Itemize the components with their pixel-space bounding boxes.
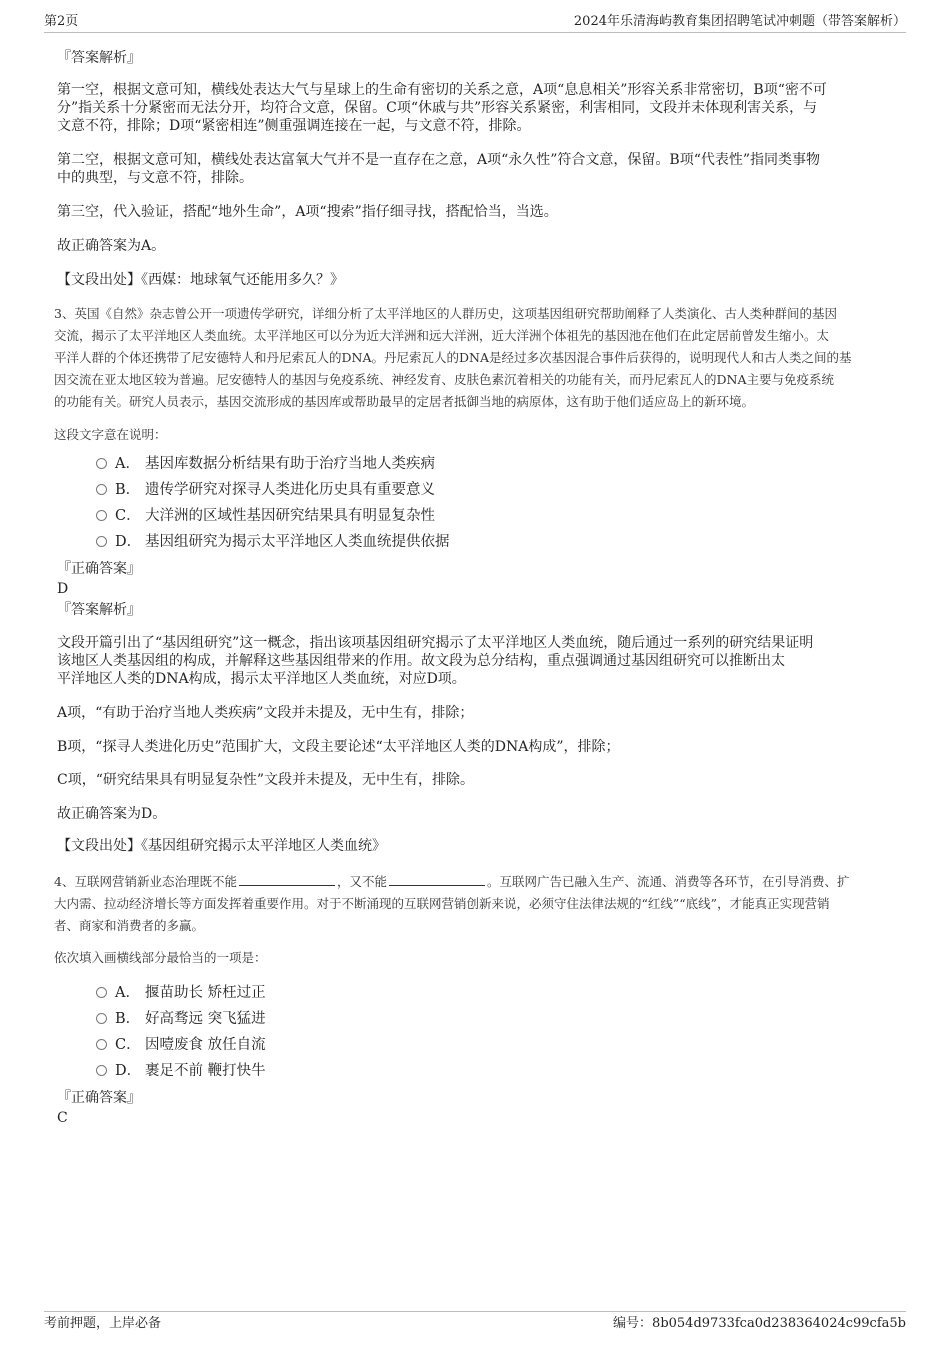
q3-analysis-line: 文段开篇引出了“基因组研究”这一概念，指出该项基因组研究揭示了太平洋地区人类血统，随后通过一系列的研究结果证明 [57, 635, 814, 651]
q4-option-b[interactable]: B． 好高骛远 突飞猛进 [96, 1010, 266, 1028]
q3-option-b[interactable]: B． 遗传学研究对探寻人类进化历史具有重要意义 [96, 481, 435, 499]
q2-analysis-line: 中的典型，与文意不符，排除。 [57, 170, 253, 186]
q3-option-d[interactable]: D． 基因组研究为揭示太平洋地区人类血统提供依据 [96, 533, 450, 551]
q2-analysis-label: 『答案解析』 [57, 50, 141, 66]
radio-button[interactable] [96, 1065, 107, 1076]
q3-prompt: 这段文字意在说明： [54, 427, 167, 442]
fill-blank-2 [389, 873, 485, 886]
q4-option-a[interactable]: A． 揠苗助长 矫枉过正 [96, 984, 266, 1002]
q4-option-d[interactable]: D． 裹足不前 鞭打快牛 [96, 1062, 266, 1080]
page-number: 第2页 [44, 14, 79, 29]
radio-button[interactable] [96, 1039, 107, 1050]
q4-answer-label: 『正确答案』 [57, 1090, 141, 1106]
radio-button[interactable] [96, 987, 107, 998]
fill-blank-1 [239, 873, 335, 886]
document-code: 编号：8b054d9733fca0d238364024c99cfa5b [613, 1316, 906, 1331]
radio-button[interactable] [96, 536, 107, 547]
q4-option-c[interactable]: C． 因噎废食 放任自流 [96, 1036, 266, 1054]
q3-text-line: 因交流在亚太地区较为普遍。尼安德特人的基因与免疫系统、神经发育、皮肤色素沉着相关的功能有关，而丹尼索瓦人的DNA主要与免疫系统 [54, 372, 834, 387]
q3-analysis-line: 该地区人类基因组的构成，并解释这些基因组带来的作用。故文段为总分结构，重点强调通过基因组研究可以推断出太 [57, 653, 785, 669]
radio-button[interactable] [96, 458, 107, 469]
q3-option-c-note: C项，“研究结果具有明显复杂性”文段并未提及，无中生有，排除。 [57, 772, 475, 788]
q2-analysis-line: 第二空，根据文意可知，横线处表达富氧大气并不是一直存在之意，A项“永久性”符合文意，保留。B项“代表性”指同类事物 [57, 152, 821, 168]
q2-analysis-line: 第三空，代入验证，搭配“地外生命”，A项“搜索”指仔细寻找，搭配恰当，当选。 [57, 204, 558, 220]
q3-option-a-note: A项，“有助于治疗当地人类疾病”文段并未提及，无中生有，排除； [57, 705, 474, 721]
q3-answer-label: 『正确答案』 [57, 561, 141, 577]
q3-answer: D [57, 581, 69, 597]
q3-option-c[interactable]: C． 大洋洲的区域性基因研究结果具有明显复杂性 [96, 507, 435, 525]
q2-analysis-line: 分”指关系十分紧密而无法分开，均符合文意，保留。C项“休戚与共”形容关系紧密，利害相同，文段并未体现利害关系，与 [57, 100, 818, 116]
q4-text-line: 者、商家和消费者的多赢。 [54, 918, 205, 933]
q3-source: 【文段出处】《基因组研究揭示太平洋地区人类血统》 [57, 838, 386, 854]
radio-button[interactable] [96, 510, 107, 521]
q2-analysis-line: 第一空，根据文意可知，横线处表达大气与星球上的生命有密切的关系之意，A项“息息相关”形容关系非常密切，B项“密不可 [57, 82, 827, 98]
q4-text-line: 大内需、拉动经济增长等方面发挥着重要作用。对于不断涌现的互联网营销创新来说，必须守住法律法规的“红线”“底线”，才能真正实现营销 [54, 896, 830, 911]
q3-text-line: 交流，揭示了太平洋地区人类血统。太平洋地区可以分为近大洋洲和远大洋洲，近大洋洲个体祖先的基因池在他们在此定居前曾发生缩小。太 [54, 328, 830, 343]
q4-prompt: 依次填入画横线部分最恰当的一项是： [54, 950, 267, 965]
q3-text-line: 3、英国《自然》杂志曾公开一项遗传学研究，详细分析了太平洋地区的人群历史，这项基因组研究帮助阐释了人类演化、古人类种群间的基因 [54, 306, 837, 321]
q3-text-line: 平洋人群的个体还携带了尼安德特人和丹尼索瓦人的DNA。丹尼索瓦人的DNA是经过多次基因混合事件后获得的，说明现代人和古人类之间的基 [54, 350, 852, 365]
q2-source: 【文段出处】《西媒：地球氧气还能用多久？》 [57, 272, 344, 288]
q3-analysis-line: 平洋地区人类的DNA构成，揭示太平洋地区人类血统，对应D项。 [57, 671, 466, 687]
q3-text-line: 的功能有关。研究人员表示，基因交流形成的基因库或帮助最早的定居者抵御当地的病原体，这有助于他们适应岛上的新环境。 [54, 394, 755, 409]
radio-button[interactable] [96, 484, 107, 495]
q4-text-line: 4、互联网营销新业态治理既不能 ，又不能 。互联网广告已融入生产、流通、消费等各环节，在引导消费、扩 [54, 874, 850, 889]
footer-slogan: 考前押题，上岸必备 [44, 1316, 162, 1331]
q3-conclusion: 故正确答案为D。 [57, 806, 167, 822]
q2-conclusion: 故正确答案为A。 [57, 238, 166, 254]
q3-analysis-label: 『答案解析』 [57, 602, 141, 618]
q4-answer: C [57, 1110, 68, 1126]
radio-button[interactable] [96, 1013, 107, 1024]
q2-analysis-line: 文意不符，排除；D项“紧密相连”侧重强调连接在一起，与文意不符，排除。 [57, 118, 531, 134]
q3-option-a[interactable]: A． 基因库数据分析结果有助于治疗当地人类疾病 [96, 455, 435, 473]
document-title: 2024年乐清海屿教育集团招聘笔试冲刺题（带答案解析） [573, 14, 906, 29]
q3-option-b-note: B项，“探寻人类进化历史”范围扩大，文段主要论述“太平洋地区人类的DNA构成”，排除； [57, 739, 620, 755]
page-header [44, 14, 906, 33]
page-footer [44, 1311, 906, 1332]
